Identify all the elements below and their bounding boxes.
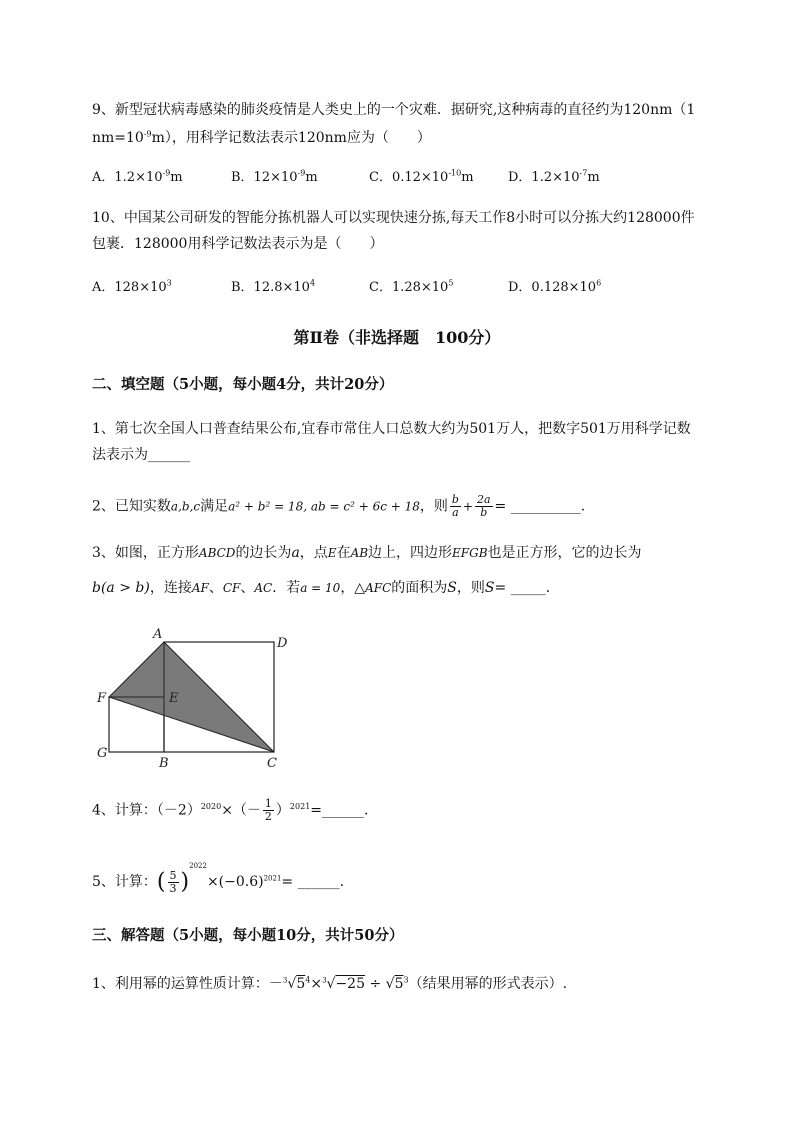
fill-q3-line1: 3、如图，正方形ABCD的边长为a，点E在AB边上，四边形EFGB也是正方形，它的边长为 — [92, 545, 642, 561]
square-figure — [92, 626, 302, 774]
q10-line2: 包裹．128000用科学记数法表示为是（ ） — [92, 236, 384, 252]
q9-line2 — [92, 128, 431, 148]
q9-option-d: D．$1.2\times 10^{-7}m$ — [508, 168, 600, 185]
q9-option-c: C．$0.12\times 10^{-10}m$ — [369, 168, 474, 185]
q10-option-d: D．$0.128\times 10^6$ — [508, 278, 602, 295]
q10-option-a: A．$128\times 10^3$ — [92, 278, 172, 295]
q10-line1: 10、中国某公司研发的智能分拣机器人可以实现快速分拣,每天工作8小时可以分拣大约128000件 — [92, 210, 695, 226]
fill-q2-frac1: $\frac{b}{a}$ — [451, 493, 459, 519]
label-e: E — [169, 691, 179, 706]
fill-q1-line2: 法表示为______ — [92, 447, 190, 463]
q9-option-b: B．$12\times 10^{-9}m$ — [231, 168, 318, 185]
radical-1: √5 — [287, 976, 306, 992]
fill-q4: 4、计算：$(-2)^{2020}\times(-$ $\frac{1}{2}$ ）$^{2021}$=______. — [92, 797, 369, 823]
fill-q2: 2、已知实数a,b,c满足a² + b² = 18, ab = c² + 6c + 18，则 $\frac{b}{a}$ + $\frac{2a}{b}$ = __________. — [92, 493, 586, 519]
fill-q1-line1: 1、第七次全国人口普查结果公布,宜春市常住人口总数大约为501万人，把数字501万用科学记数 — [92, 421, 691, 437]
label-a: A — [153, 627, 163, 642]
section2-heading: 二、填空题（5小题，每小题4分，共计20分） — [92, 376, 394, 393]
fill-q5-paren-frac: ( $\frac{5}{3}$ ) — [156, 868, 190, 895]
label-g: G — [97, 746, 108, 761]
q9-line1: 9、新型冠状病毒感染的肺炎疫情是人类史上的一个灾难．据研究,这种病毒的直径约为120nm（1 — [92, 102, 696, 118]
q10-option-c: C．$1.28\times 10^5$ — [369, 278, 454, 295]
fill-q5: 5、计算：( $\frac{5}{3}$ )$^{2022}\times(-0.6)^{2021}=$ ______. — [92, 862, 345, 895]
q10-option-b: B．$12.8\times 10^4$ — [231, 278, 316, 295]
fill-q2-frac2: $\frac{2a}{b}$ — [476, 493, 491, 519]
section3-heading: 三、解答题（5小题，每小题10分，共计50分） — [92, 927, 404, 944]
radical-3: √5 — [385, 976, 404, 992]
q9-line2-pre: nm=10 — [92, 130, 144, 146]
part2-title: 第Ⅱ卷（非选择题 100分） — [293, 328, 501, 347]
label-f: F — [97, 691, 107, 706]
label-d: D — [277, 636, 288, 651]
q9-line2-exp: -9 — [143, 129, 152, 139]
fill-q4-frac: $\frac{1}{2}$ — [264, 797, 272, 823]
radical-2: √−25 — [326, 976, 365, 992]
q9-line2-post: m），用科学记数法表示120nm应为（ ） — [151, 130, 431, 146]
fill-q3-line2: b(a > b)，连接AF、CF、AC．若a = 10，△AFC的面积为S，则S= _____. — [92, 580, 551, 596]
q9-option-a: A．$1.2\times 10^{-9}m$ — [92, 168, 183, 185]
label-c: C — [267, 756, 277, 771]
solve-q1: 1、利用幂的运算性质计算：$-^3√5^4\times^3√-25 \div √5^3$（结果用幂的形式表示）. — [92, 975, 568, 992]
label-b: B — [159, 756, 169, 771]
